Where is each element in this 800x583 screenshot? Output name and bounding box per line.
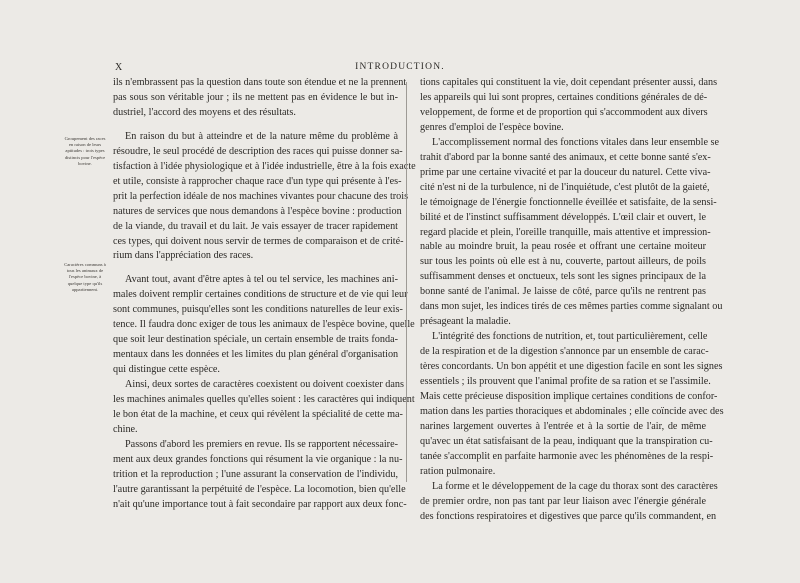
text-line: le bon état de la machine, et ceux qui révèlent la spécialité de cette ma- — [113, 409, 403, 421]
text-line: prime par une certaine vivacité et par la douceur du naturel. Cette viva- — [420, 166, 711, 178]
text-line: narines largement ouvertes à l'entrée et à la sortie de l'air, de même — [420, 420, 706, 432]
text-line: La forme et le développement de la cage du thorax sont des caractères — [432, 480, 718, 492]
text-line: Avant tout, avant d'être aptes à tel ou tel service, les machines ani- — [125, 274, 398, 286]
text-line: l'autre garantissant la perpétuité de l'espèce. La locomotion, bien qu'elle — [113, 483, 406, 495]
text-line: tions capitales qui constituent la vie, doit cependant présenter aussi, dans — [420, 77, 718, 88]
text-line: qu'avec un état satisfaisant de la peau, indiquant que la transpiration cu- — [420, 435, 713, 447]
text-line: veloppement, de forme et de proportion qui s'accommodent aux divers — [420, 106, 708, 118]
text-line: dustriel, l'accord des moyens et des résultats. — [113, 106, 296, 118]
text-line: présageant la maladie. — [420, 316, 511, 328]
text-line: Ainsi, deux sortes de caractères coexistent ou doivent coexister dans — [125, 379, 404, 391]
text-line: que soit leur destination spéciale, un certain ensemble de traits fonda- — [113, 334, 398, 346]
text-line: rium dans l'appréciation des races. — [113, 250, 254, 262]
text-line: pas sous son véritable jour ; ils ne mettent pas en évidence le but in- — [113, 91, 398, 103]
text-line: mation dans les parties thoraciques et abdominales ; elle coïncide avec des — [420, 405, 724, 417]
text-line: ration pulmonaire. — [420, 465, 496, 477]
text-line: de premier ordre, non pas tant par leur liaison avec l'énergie générale — [420, 495, 706, 507]
text-line: bilité et de l'instinct suffisamment développés. L'œil clair et ouvert, le — [420, 211, 706, 223]
text-line: sur tous les points où elle est à nu, couverte, partout ailleurs, de poils — [420, 256, 706, 268]
text-line: genres d'emploi de l'espèce bovine. — [420, 121, 564, 133]
text-line: L'accomplissement normal des fonctions vitales dans leur ensemble se — [432, 136, 720, 148]
text-line: nable au moindre bruit, la peau rosée et offrant une certaine moiteur — [420, 241, 706, 253]
text-line: prit la perfection idéale de nos machines vivantes pour chacune des trois — [113, 190, 409, 202]
text-line: de la respiration et de la digestion s'annonce par un ensemble de carac- — [420, 346, 709, 358]
page-number: X — [115, 62, 124, 73]
text-line: tisfaction à l'idée physiologique et à l'idée industrielle, être à la fois exacte — [113, 160, 416, 172]
paragraph — [420, 136, 723, 330]
text-line: Passons d'abord les premiers en revue. Ils se rapportent nécessaire- — [125, 438, 398, 450]
text-line: les machines animales quelles qu'elles soient : les caractères qui indiquent — [113, 394, 415, 406]
text-line: males doivent remplir certaines conditions de structure et de vie qui leur — [113, 289, 408, 301]
text-line: bonne santé de l'animal. Je laisse de côté, parce qu'ils ne rentrent pas — [420, 286, 706, 298]
text-line: L'intégrité des fonctions de nutrition, et, tout particulièrement, celle — [432, 331, 708, 343]
text-line: trahit d'abord par la bonne santé des animaux, et cette bonne santé s'ex- — [420, 151, 711, 163]
text-line: sont communes, puisqu'elles sont les conditions naturelles de leur exis- — [113, 304, 403, 316]
text-line: ces types, qui doivent nous servir de termes de comparaison et de crité- — [113, 235, 404, 247]
paragraph — [113, 438, 407, 513]
text-line: de la viande, du travail et du lait. Je vais essayer de tracer rapidement — [113, 220, 398, 232]
text-line: suffisamment denses et onctueux, tels sont les signes principaux de la — [420, 271, 706, 283]
left-column — [113, 76, 416, 513]
text-line: qui distingue cette espèce. — [113, 364, 220, 376]
text-line: En raison du but à atteindre et de la nature même du problème à — [125, 130, 398, 142]
paragraph — [113, 76, 407, 121]
margin-note-groupement: Groupement des races en raison de leurs aptitudes : trois types distincts pour l'espèce bovine. — [64, 136, 106, 166]
running-title: INTRODUCTION. — [355, 62, 445, 72]
paragraph — [113, 130, 416, 265]
text-line: n'ait qu'une importance tout à fait secondaire par rapport aux deux fonc- — [113, 498, 407, 510]
paragraph — [113, 273, 415, 378]
text-line: Mais cette précieuse disposition implique certaines conditions de confor- — [420, 391, 718, 403]
text-line: tence. Il faudra donc exiger de tous les animaux de l'espèce bovine, quelle — [113, 319, 415, 331]
text-line: essentiels ; ils prouvent que l'animal profite de sa ration et se l'assimile. — [420, 376, 711, 388]
text-line: natures de services que nous demandons à l'espèce bovine : production — [113, 205, 402, 217]
paragraph — [420, 330, 724, 480]
paragraph — [113, 378, 415, 438]
text-line: et utile, consiste à rapprocher chaque race d'un type qui présente à l'es- — [113, 175, 402, 187]
text-line: chine. — [113, 423, 138, 435]
text-line: mentaux dans les données et les limites du plan général d'organisation — [113, 349, 399, 361]
text-line: ment aux deux grandes fonctions qui résument la vie organique : la nu- — [113, 453, 403, 465]
right-column — [420, 76, 724, 525]
text-line: des fonctions respiratoires et digestives que parce qu'ils commandent, en — [420, 510, 717, 522]
margin-note-caracteres: Caractères communs à tous les animaux de l'espèce bovine, à quelque type qu'ils appartiennent. — [64, 262, 106, 292]
text-line: regard placide et plein, l'oreille tranquille, mais attentive et impression- — [420, 226, 711, 238]
paragraph — [420, 480, 718, 525]
text-line: les appareils qui lui sont propres, certaines conditions générales de dé- — [420, 91, 708, 103]
text-line: résoudre, le seul procédé de description des races qui puisse donner sa- — [113, 145, 403, 157]
text-line: tères concordants. Un bon appétit et une digestion facile en sont les signes — [420, 361, 723, 373]
text-line: dans mon sujet, les indices tirés de ces mêmes parties comme signalant ou — [420, 301, 723, 313]
paragraph — [420, 76, 718, 136]
column-divider — [406, 82, 407, 482]
text-line: cité n'est ni de la turbulence, ni de l'inquiétude, c'est plutôt de la gaieté, — [420, 181, 710, 193]
text-line: le témoignage de l'énergie fonctionnelle éveillée et satisfaite, de la sensi- — [420, 196, 717, 208]
text-line: trition et la reproduction ; l'une assurant la conservation de l'individu, — [113, 468, 398, 480]
text-line: tanée s'accomplit en parfaite harmonie avec les phénomènes de la respi- — [420, 450, 714, 462]
text-line: ils n'embrassent pas la question dans toute son étendue et ne la prennent — [113, 77, 407, 88]
